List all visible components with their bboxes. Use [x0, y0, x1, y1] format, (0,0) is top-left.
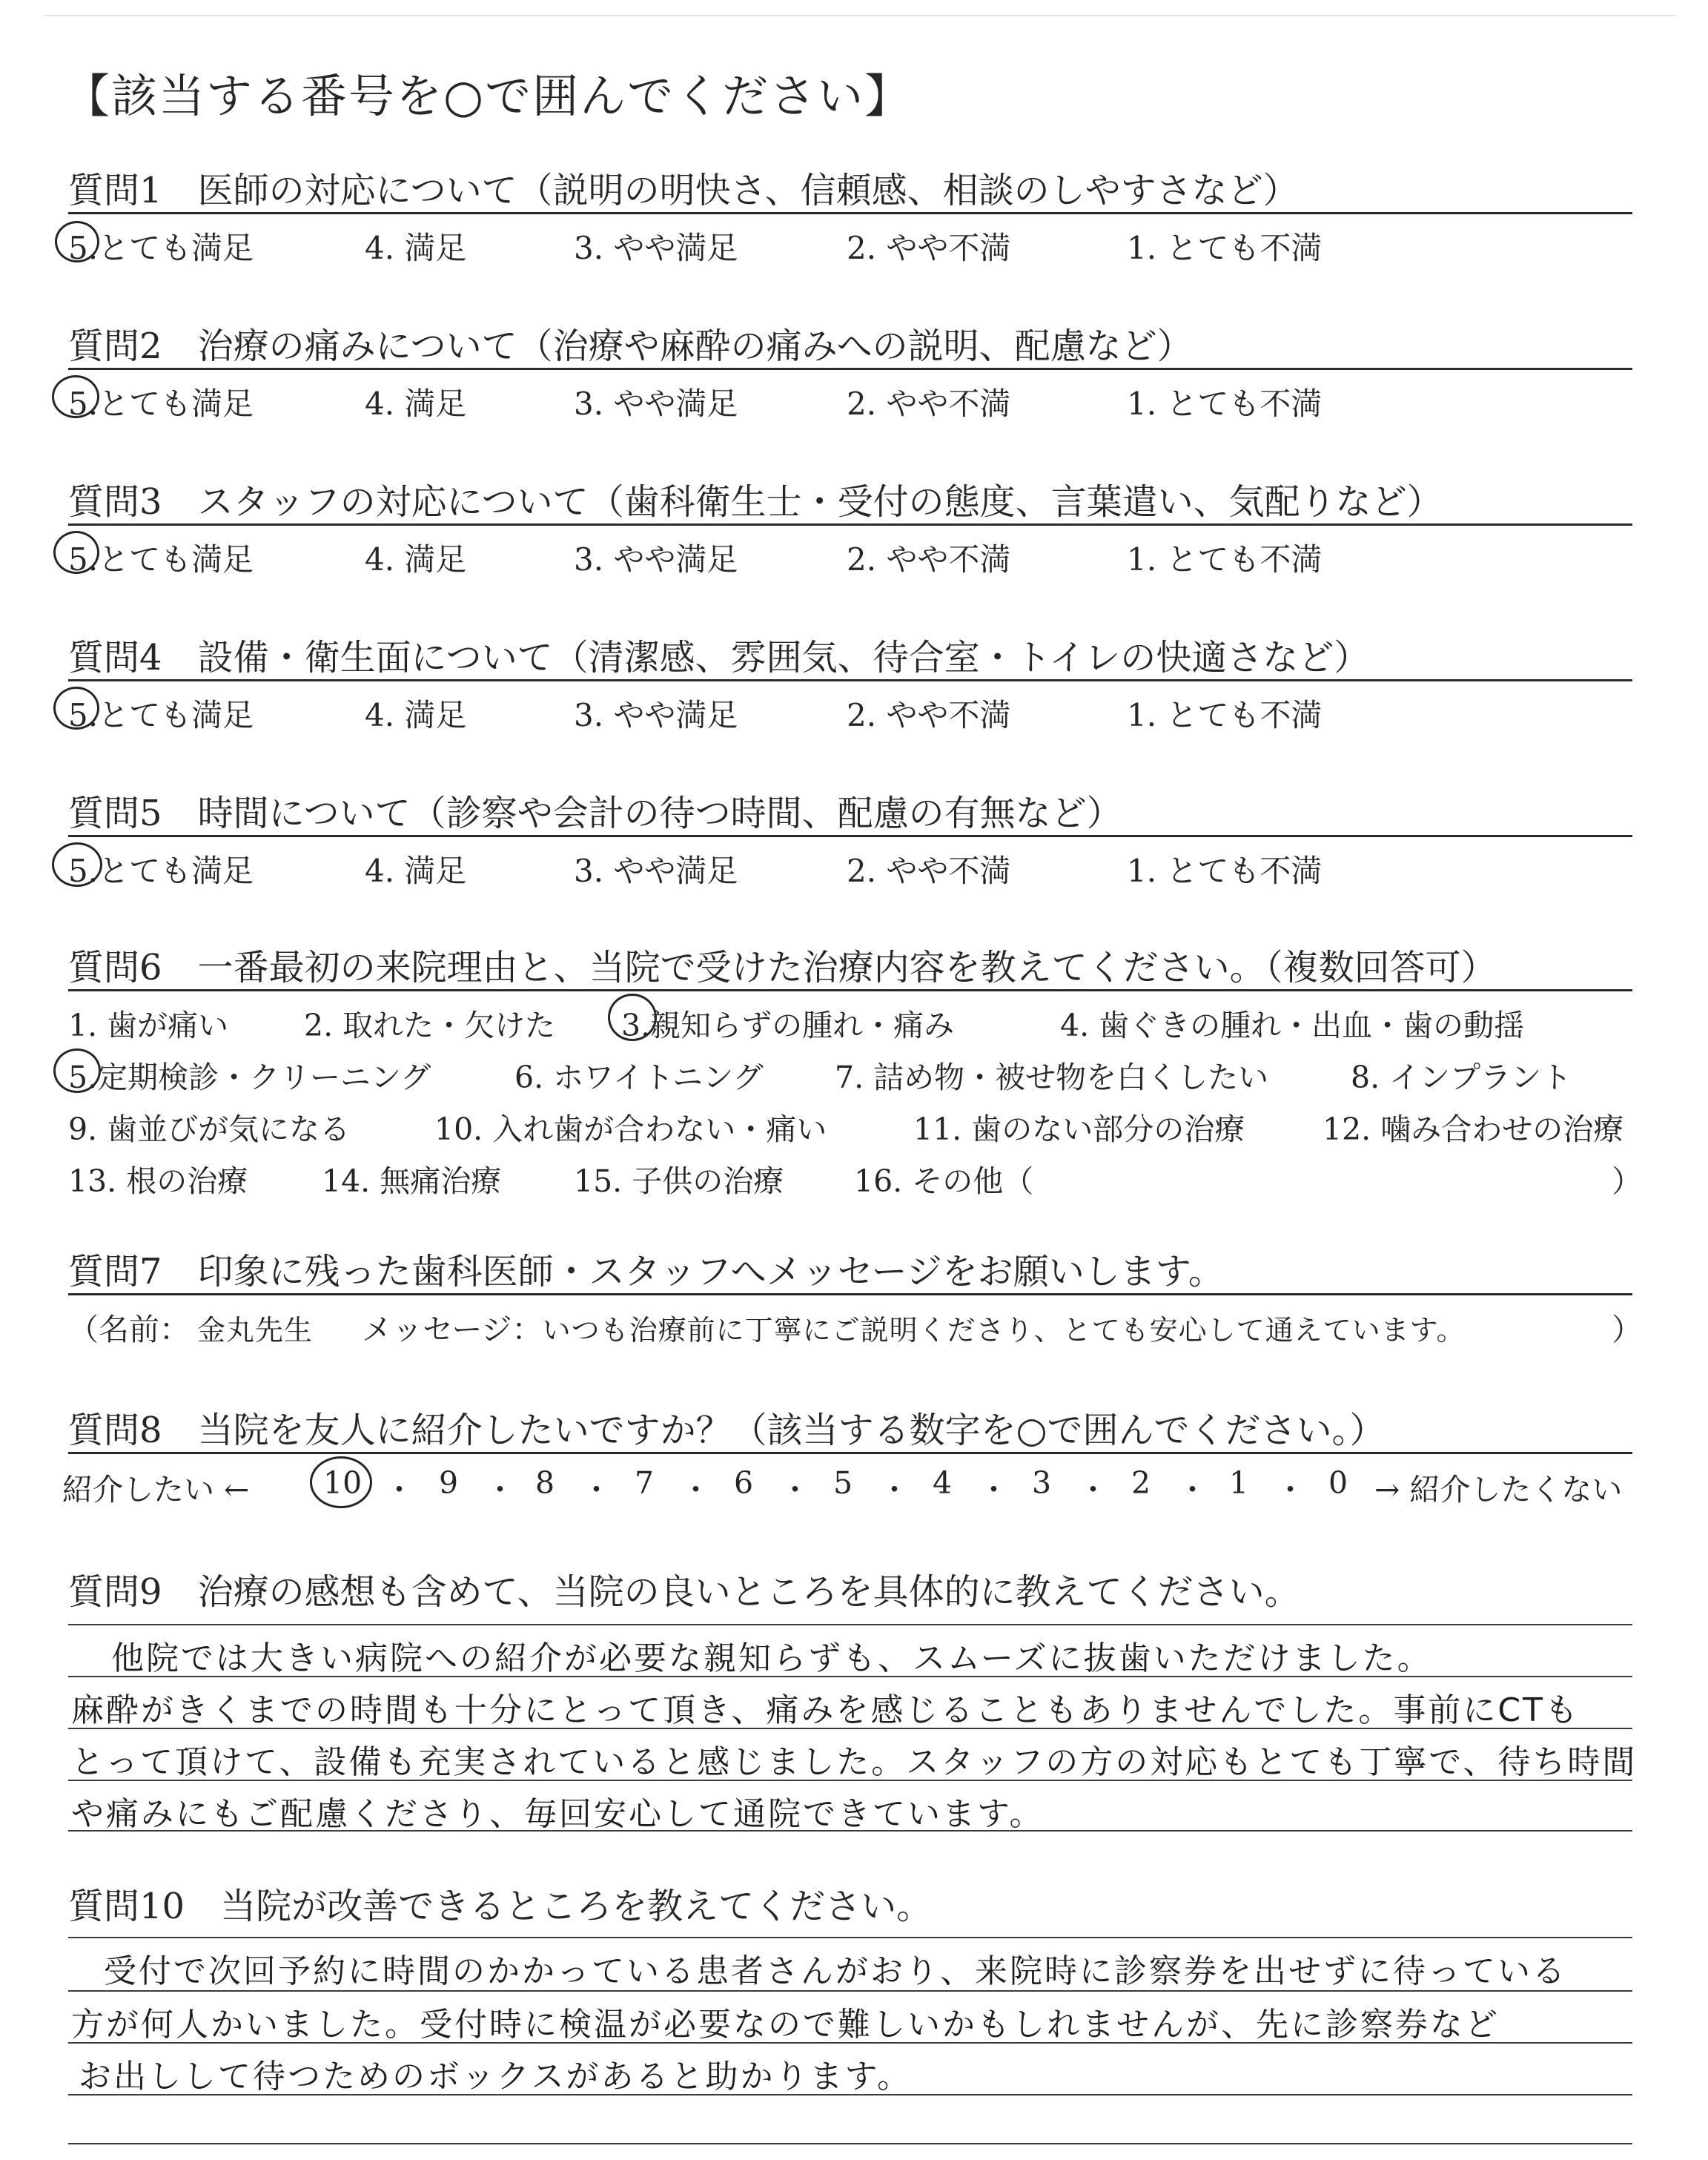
scale-left-label: 紹介したい ← [62, 1472, 250, 1507]
scale-separator: ・ [879, 1472, 910, 1507]
option-1[interactable]: 1. とても不満 [1127, 853, 1323, 889]
question-7-text: 印象に残った歯科医師・スタッフへメッセージをお願いします。 [197, 1251, 1224, 1292]
option-5[interactable]: 5.とても満足 [68, 230, 254, 266]
question-1-rule [68, 212, 1632, 214]
question-4-options [68, 691, 1632, 736]
question-9-label: 質問9 [68, 1571, 162, 1613]
q6-option-8[interactable]: 8. インプラント [1351, 1060, 1572, 1095]
option-1[interactable]: 1. とても不満 [1127, 697, 1323, 733]
q10-answer-line[interactable]: 受付で次回予約に時間のかかっている患者さんがおり、来院時に診察券を出せずに待っている [104, 1952, 1567, 1990]
question-6-rule [68, 989, 1632, 991]
message-value[interactable]: いつも治療前に丁寧にご説明くださり、とても安心して通えています。 [542, 1314, 1466, 1347]
q9-answer-line[interactable]: や痛みにもご配慮くださり、毎回安心して通院できています。 [71, 1795, 1045, 1833]
question-1-text: 医師の対応について（説明の明快さ、信頼感、相談のしやすさなど） [197, 170, 1299, 211]
scale-separator: ・ [681, 1472, 711, 1507]
option-2[interactable]: 2. やや不満 [847, 386, 1011, 422]
question-2-options [68, 380, 1632, 424]
q9-answer-line[interactable]: とって頂けて、設備も充実されていると感じました。スタッフの方の対応もとても丁寧で、待ち時間 [71, 1743, 1638, 1781]
question-9-heading [68, 1563, 1300, 1614]
name-value[interactable]: 金丸先生 [197, 1314, 314, 1347]
scale-separator: ・ [1275, 1472, 1305, 1507]
option-5[interactable]: 5.とても満足 [68, 541, 254, 578]
question-8-heading [68, 1401, 1385, 1453]
question-3-rule [68, 524, 1632, 526]
question-5-options [68, 847, 1632, 891]
q6-option-11[interactable]: 11. 歯のない部分の治療 [913, 1112, 1245, 1147]
q10-answer-line[interactable]: 方が何人かいました。受付時に検温が必要なので難しいかもしれませんが、先に診察券など [71, 2006, 1500, 2044]
question-6-heading [68, 939, 1497, 990]
q6-option-10[interactable]: 10. 入れ歯が合わない・痛い [434, 1112, 827, 1147]
question-2-heading [68, 317, 1193, 369]
scale-separator: ・ [780, 1472, 810, 1507]
q6-option-7[interactable]: 7. 詰め物・被せ物を白くしたい [835, 1060, 1269, 1095]
question-5-rule [68, 835, 1632, 837]
option-1[interactable]: 1. とても不満 [1127, 230, 1323, 266]
option-3[interactable]: 3. やや満足 [574, 853, 738, 889]
option-4[interactable]: 4. 満足 [365, 386, 467, 422]
q6-option-12[interactable]: 12. 噛み合わせの治療 [1323, 1112, 1624, 1147]
question-1-options [68, 224, 1632, 268]
option-1[interactable]: 1. とても不満 [1127, 386, 1323, 422]
message-label: メッセージ： [362, 1312, 543, 1347]
scale-right-label: → 紹介したくない [1374, 1472, 1623, 1507]
option-3[interactable]: 3. やや満足 [574, 230, 738, 266]
scale-2[interactable]: 2 [1131, 1465, 1151, 1501]
question-3-options [68, 535, 1632, 580]
question-6-row-2 [68, 1053, 1647, 1097]
q6-option-9[interactable]: 9. 歯並びが気になる [68, 1112, 351, 1147]
q9-answer-line[interactable]: 麻酔がきくまでの時間も十分にとって頂き、痛みを感じることもありませんでした。事前にCTも [71, 1691, 1580, 1729]
q6-option-6[interactable]: 6. ホワイトニング [514, 1060, 764, 1095]
option-5[interactable]: 5.とても満足 [68, 853, 254, 889]
q6-option-2[interactable]: 2. 取れた・欠けた [304, 1008, 556, 1043]
scale-separator: ・ [485, 1472, 515, 1507]
q9-answer-line[interactable]: 他院では大きい病院への紹介が必要な親知らずも、スムーズに抜歯いただけました。 [111, 1639, 1432, 1677]
q6-option-4[interactable]: 4. 歯ぐきの腫れ・出血・歯の動揺 [1060, 1008, 1525, 1043]
scale-5[interactable]: 5 [833, 1465, 853, 1501]
option-5[interactable]: 5.とても満足 [68, 697, 254, 733]
question-3-label: 質問3 [68, 481, 162, 523]
option-2[interactable]: 2. やや不満 [847, 697, 1011, 733]
option-5[interactable]: 5.とても満足 [68, 386, 254, 422]
option-4[interactable]: 4. 満足 [365, 853, 467, 889]
question-6-label: 質問6 [68, 947, 162, 988]
scale-separator: ・ [1078, 1472, 1108, 1507]
option-2[interactable]: 2. やや不満 [847, 541, 1011, 578]
question-10-label: 質問10 [68, 1886, 185, 1927]
question-4-heading [68, 629, 1369, 680]
q6-option-1[interactable]: 1. 歯が痛い [68, 1008, 229, 1043]
scale-6[interactable]: 6 [734, 1465, 754, 1501]
q10-writing-line [68, 1937, 1632, 1938]
question-6-row-3 [68, 1105, 1647, 1149]
scale-7[interactable]: 7 [635, 1465, 655, 1501]
option-3[interactable]: 3. やや満足 [574, 541, 738, 578]
question-7-rule [68, 1293, 1632, 1295]
question-8-label: 質問8 [68, 1410, 162, 1451]
name-label: （名前： [68, 1312, 190, 1347]
question-6-row-1 [68, 1001, 1647, 1046]
option-3[interactable]: 3. やや満足 [574, 697, 738, 733]
question-2-text: 治療の痛みについて（治療や麻酔の痛みへの説明、配慮など） [197, 326, 1193, 367]
option-1[interactable]: 1. とても不満 [1127, 541, 1323, 578]
question-2-label: 質問2 [68, 326, 162, 367]
question-2-rule [68, 368, 1632, 370]
q6-option-5[interactable]: 5.定期検診・クリーニング [68, 1060, 431, 1095]
q6-other-close-paren: ） [1612, 1163, 1642, 1199]
scale-9[interactable]: 9 [439, 1465, 459, 1501]
question-1-heading [68, 162, 1299, 213]
question-6-text: 一番最初の来院理由と、当院で受けた治療内容を教えてください。（複数回答可） [197, 947, 1497, 988]
top-border [44, 15, 1675, 16]
question-3-heading [68, 473, 1443, 524]
question-4-label: 質問4 [68, 637, 162, 678]
option-2[interactable]: 2. やや不満 [847, 853, 1011, 889]
scale-0[interactable]: 0 [1328, 1465, 1348, 1501]
message-close-paren: ） [1612, 1312, 1642, 1347]
option-4[interactable]: 4. 満足 [365, 230, 467, 266]
question-1-label: 質問1 [68, 170, 162, 211]
scale-10[interactable]: 10 [323, 1465, 363, 1501]
scale-8[interactable]: 8 [535, 1465, 555, 1501]
question-4-rule [68, 679, 1632, 681]
scale-3[interactable]: 3 [1032, 1465, 1052, 1501]
recommend-scale [62, 1465, 1641, 1510]
question-8-text: 当院を友人に紹介したいですか？（該当する数字を○で囲んでください。） [197, 1410, 1386, 1451]
scale-1[interactable]: 1 [1229, 1465, 1249, 1501]
question-8-rule [68, 1452, 1632, 1454]
q10-answer-line[interactable]: お出しして待つためのボックスがあると助かります。 [79, 2058, 913, 2095]
option-2[interactable]: 2. やや不満 [847, 230, 1011, 266]
q6-option-16[interactable]: 16. その他（ [854, 1163, 1034, 1199]
question-7-heading [68, 1243, 1224, 1294]
question-3-text: スタッフの対応について（歯科衛生士・受付の態度、言葉遣い、気配りなど） [197, 481, 1443, 523]
question-5-label: 質問5 [68, 793, 162, 834]
option-4[interactable]: 4. 満足 [365, 541, 467, 578]
q6-option-15[interactable]: 15. 子供の治療 [574, 1163, 784, 1199]
scale-4[interactable]: 4 [933, 1465, 953, 1501]
q10-writing-line [68, 2143, 1632, 2144]
question-5-heading [68, 785, 1122, 836]
question-6-row-4 [68, 1157, 1647, 1201]
q9-writing-line [68, 1624, 1632, 1625]
question-7-message-row [68, 1305, 1466, 1349]
page-title: 【該当する番号を○で囲んでください】 [64, 69, 913, 123]
scale-separator: ・ [384, 1472, 414, 1507]
q6-option-14[interactable]: 14. 無痛治療 [322, 1163, 502, 1199]
q6-option-13[interactable]: 13. 根の治療 [68, 1163, 248, 1199]
question-9-text: 治療の感想も含めて、当院の良いところを具体的に教えてください。 [197, 1571, 1300, 1613]
question-7-label: 質問7 [68, 1251, 162, 1292]
q6-option-3[interactable]: 3.親知らずの腫れ・痛み [621, 1008, 955, 1043]
question-4-text: 設備・衛生面について（清潔感、雰囲気、待合室・トイレの快適さなど） [197, 637, 1370, 678]
option-3[interactable]: 3. やや満足 [574, 386, 738, 422]
option-4[interactable]: 4. 満足 [365, 697, 467, 733]
scale-separator: ・ [979, 1472, 1009, 1507]
scale-separator: ・ [1177, 1472, 1208, 1507]
question-10-text: 当院が改善できるところを教えてください。 [220, 1886, 933, 1927]
question-10-heading [68, 1877, 932, 1929]
question-5-text: 時間について（診察や会計の待つ時間、配慮の有無など） [197, 793, 1122, 834]
scale-separator: ・ [581, 1472, 612, 1507]
